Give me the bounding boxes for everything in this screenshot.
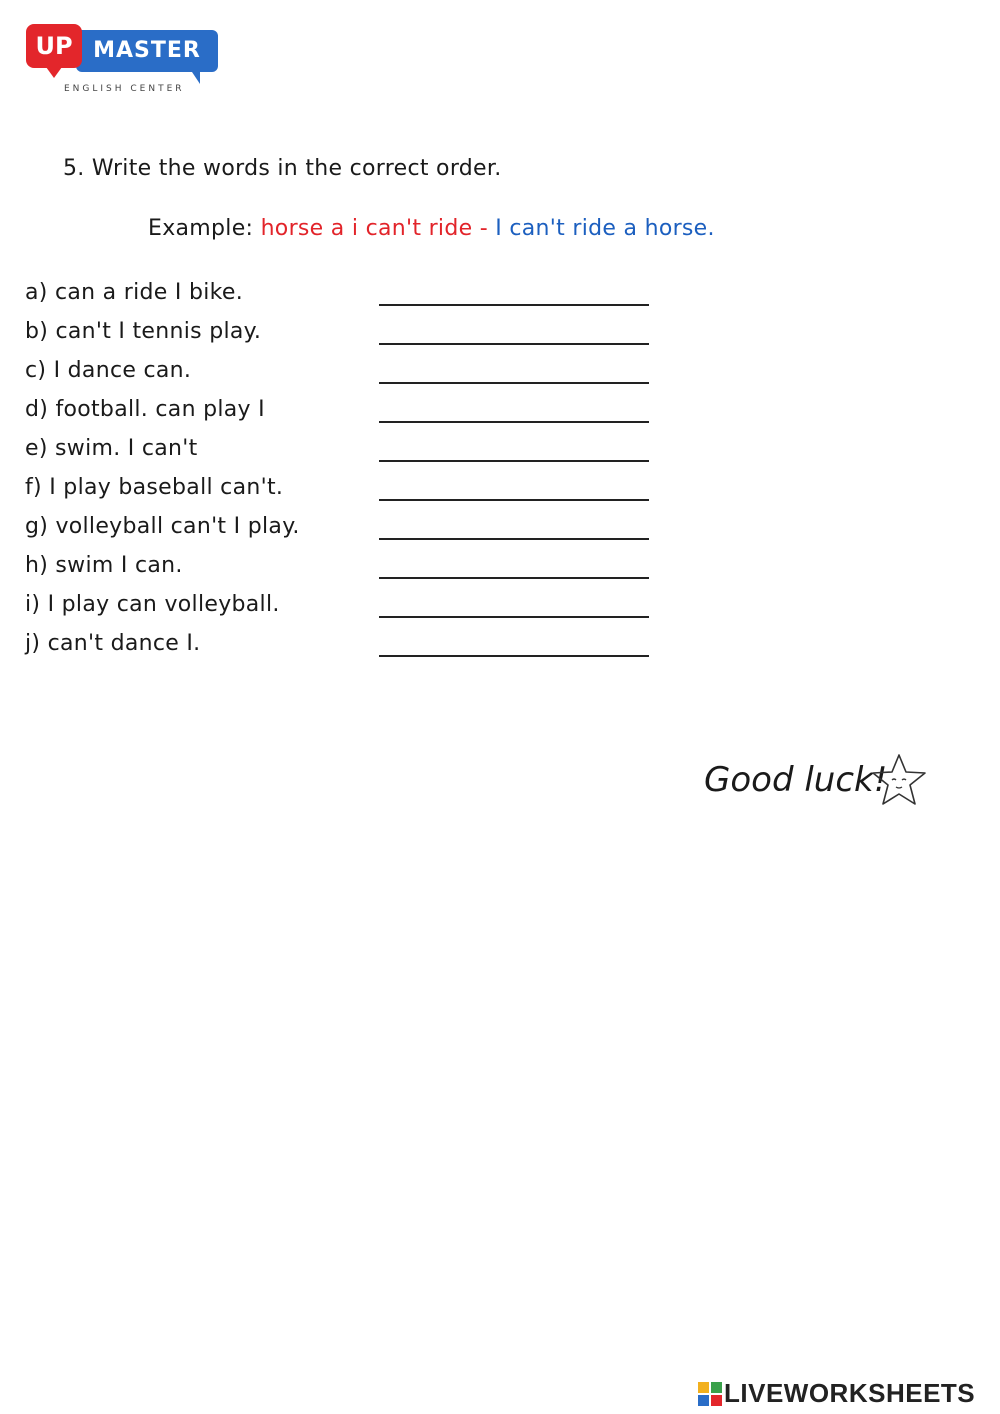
list-item [25,395,665,434]
list-item [25,590,665,629]
list-item [25,356,665,395]
example-answer: I can't ride a horse. [495,216,715,241]
good-luck-text: Good luck! [704,760,888,800]
item-prompt: f) I play baseball can't. [25,475,284,500]
answer-blank[interactable] [379,304,649,306]
item-prompt: e) swim. I can't [25,436,198,461]
answer-blank[interactable] [379,577,649,579]
logo-subtitle: ENGLISH CENTER [64,84,185,94]
item-prompt: i) I play can volleyball. [25,592,280,617]
list-item [25,629,665,668]
answer-blank[interactable] [379,538,649,540]
list-item [25,512,665,551]
liveworksheets-logo-icon [698,1382,722,1406]
logo-master-text: MASTER [76,30,218,72]
example-prompt: horse a i can't ride [260,216,473,241]
logo-up-text: UP [26,24,82,68]
list-item [25,317,665,356]
exercise-instruction: 5. Write the words in the correct order. [63,156,502,181]
answer-blank[interactable] [379,382,649,384]
upmaster-logo [24,20,224,100]
example-line [148,216,715,241]
answer-blank[interactable] [379,616,649,618]
item-prompt: g) volleyball can't I play. [25,514,300,539]
list-item [25,551,665,590]
list-item [25,473,665,512]
item-prompt: c) I dance can. [25,358,192,383]
example-label: Example: [148,216,254,241]
item-prompt: a) can a ride I bike. [25,280,244,305]
item-prompt: j) can't dance I. [25,631,201,656]
item-prompt: b) can't I tennis play. [25,319,262,344]
example-separator: - [479,216,488,241]
answer-blank[interactable] [379,499,649,501]
list-item [25,278,665,317]
list-item [25,434,665,473]
exercise-list [25,278,665,668]
answer-blank[interactable] [379,655,649,657]
item-prompt: d) football. can play I [25,397,265,422]
answer-blank[interactable] [379,421,649,423]
star-face-icon [870,752,928,808]
answer-blank[interactable] [379,460,649,462]
answer-blank[interactable] [379,343,649,345]
item-prompt: h) swim I can. [25,553,183,578]
liveworksheets-brand: LIVEWORKSHEETS [724,1378,976,1408]
